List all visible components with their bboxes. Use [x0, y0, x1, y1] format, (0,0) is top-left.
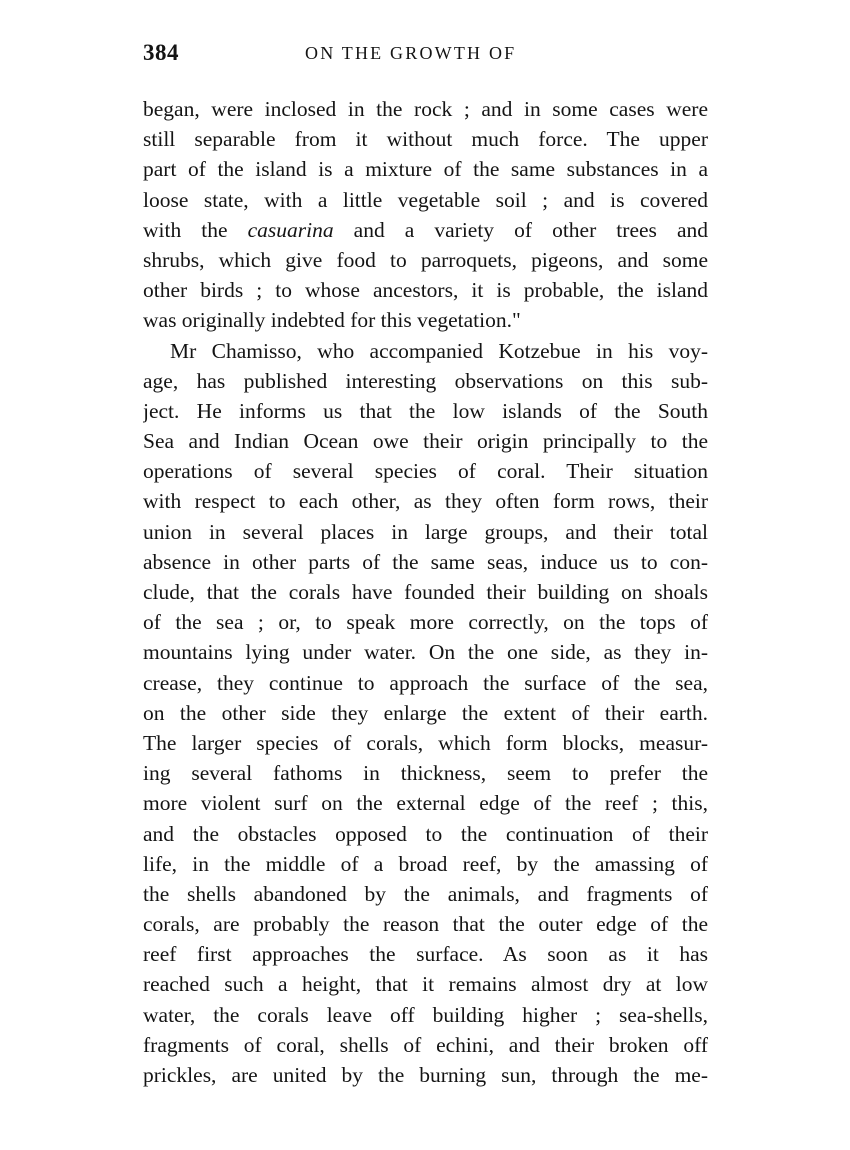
- text-line: [143, 517, 708, 547]
- line-text: part of the island is a mixture of the same substances in a: [143, 157, 708, 182]
- text-line: [143, 215, 708, 245]
- line-text: shrubs, which give food to parroquets, pigeons, and some: [143, 247, 708, 272]
- text-line: [143, 547, 708, 577]
- line-text: Mr Chamisso, who accompanied Kotzebue in his voy-: [170, 338, 708, 363]
- line-text: prickles, are united by the burning sun, through the me-: [143, 1063, 708, 1087]
- text-line: [143, 1030, 708, 1060]
- line-text: ing several fathoms in thickness, seem to prefer the: [143, 761, 708, 786]
- line-text: still separable from it without much force. The upper: [143, 127, 708, 152]
- text-line: [143, 698, 708, 728]
- text-line: [143, 668, 708, 698]
- text-line: [143, 486, 708, 516]
- line-text: other birds ; to whose ancestors, it is probable, the island: [143, 278, 708, 303]
- running-head: [143, 40, 708, 70]
- line-text: corals, are probably the reason that the outer edge of the: [143, 912, 708, 937]
- page-number: 384: [143, 40, 179, 65]
- line-text-mixed: [143, 218, 708, 242]
- text-line: [143, 185, 708, 215]
- line-text: reached such a height, that it remains almost dry at low: [143, 972, 708, 997]
- text-line: [143, 366, 708, 396]
- text-line: [143, 396, 708, 426]
- paragraph-start-line: [143, 336, 708, 366]
- paragraph-end-line: [143, 305, 708, 335]
- line-text: Sea and Indian Ocean owe their origin principally to the: [143, 429, 708, 454]
- text-line: [143, 94, 708, 124]
- text-line: [143, 849, 708, 879]
- text-line: [143, 245, 708, 275]
- line-text: was originally indebted for this vegetation.": [143, 308, 521, 333]
- line-text: reef first approaches the surface. As soon as it has: [143, 942, 708, 967]
- line-text: crease, they continue to approach the surface of the sea,: [143, 670, 708, 695]
- line-text: on the other side they enlarge the extent of their earth.: [143, 700, 708, 725]
- text-line: [143, 607, 708, 637]
- text-line: [143, 939, 708, 969]
- line-text: operations of several species of coral. Their situation: [143, 459, 708, 484]
- line-text: the shells abandoned by the animals, and fragments of: [143, 881, 708, 906]
- text-line: [143, 819, 708, 849]
- text-line: [143, 788, 708, 818]
- line-text: The larger species of corals, which form blocks, measur-: [143, 730, 708, 755]
- body-text: [143, 94, 708, 1090]
- line-text: age, has published interesting observations on this sub-: [143, 368, 708, 393]
- line-text: absence in other parts of the same seas, induce us to con-: [143, 549, 708, 574]
- line-text: began, were inclosed in the rock ; and in some cases were: [143, 97, 708, 121]
- text-line: [143, 456, 708, 486]
- text-line: [143, 879, 708, 909]
- line-text: water, the corals leave off building higher ; sea-shells,: [143, 1002, 708, 1027]
- line-text: life, in the middle of a broad reef, by the amassing of: [143, 851, 708, 876]
- line-text: fragments of coral, shells of echini, and their broken off: [143, 1032, 708, 1057]
- text-line: [143, 969, 708, 999]
- text-line: [143, 909, 708, 939]
- text-line: [143, 1000, 708, 1030]
- line-text: union in several places in large groups, and their total: [143, 519, 708, 544]
- line-text: mountains lying under water. On the one side, as they in-: [143, 640, 708, 665]
- line-text: ject. He informs us that the low islands of the South: [143, 398, 708, 423]
- line-text-segment: with the: [143, 217, 248, 242]
- line-text-segment: and a variety of other trees and: [333, 217, 708, 242]
- text-line: [143, 426, 708, 456]
- text-line: [143, 1060, 708, 1090]
- line-text: with respect to each other, as they often form rows, their: [143, 489, 708, 514]
- text-line: [143, 728, 708, 758]
- italic-word: casuarina: [247, 217, 334, 242]
- line-text: clude, that the corals have founded their building on shoals: [143, 580, 708, 604]
- line-text: more violent surf on the external edge of the reef ; this,: [143, 791, 708, 816]
- text-line: [143, 577, 708, 607]
- text-line: [143, 637, 708, 667]
- running-title: ON THE GROWTH OF: [305, 43, 517, 63]
- text-line: [143, 758, 708, 788]
- line-text: loose state, with a little vegetable soil ; and is covered: [143, 187, 708, 212]
- line-text: and the obstacles opposed to the continuation of their: [143, 821, 708, 846]
- line-text: of the sea ; or, to speak more correctly, on the tops of: [143, 610, 708, 635]
- text-line: [143, 124, 708, 154]
- text-line: [143, 154, 708, 184]
- text-line: [143, 275, 708, 305]
